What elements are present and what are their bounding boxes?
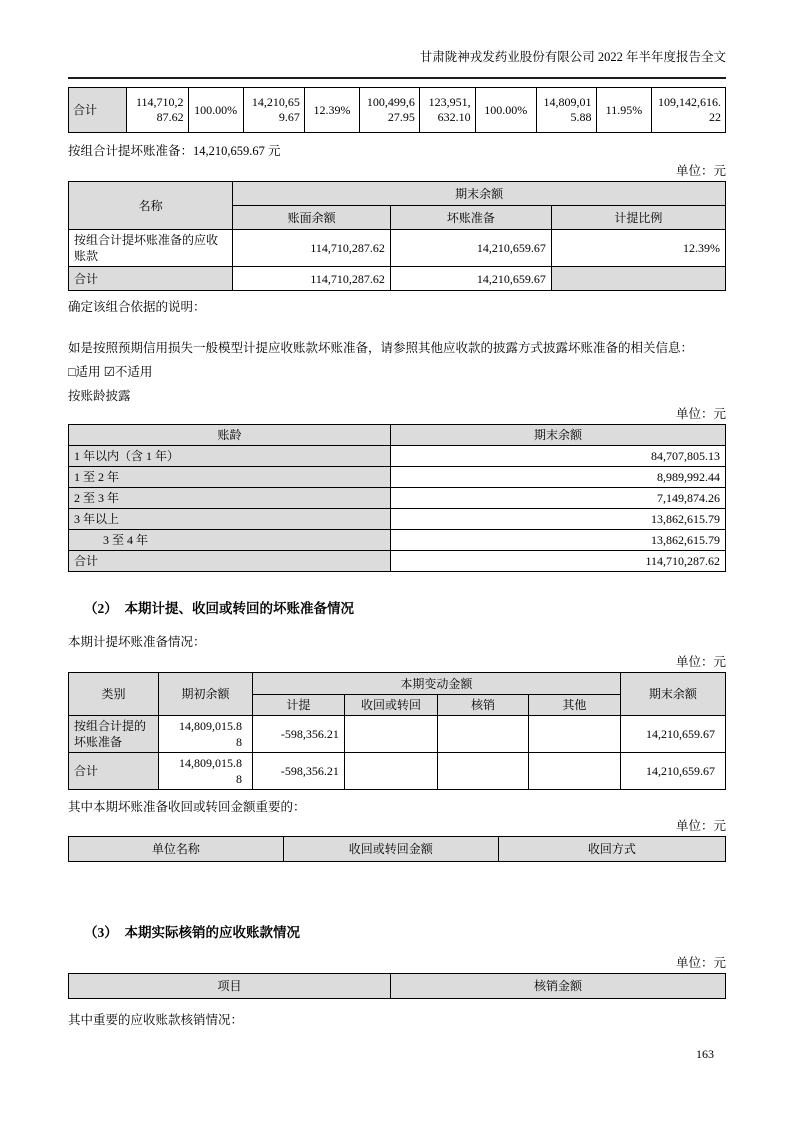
applicability-line (68, 364, 726, 381)
prior-net-cell: 109,142,616.22 (652, 88, 726, 133)
closing-balance-header: 期末余额 (390, 425, 725, 446)
report-header-title: 甘肃陇神戎发药业股份有限公司 2022 年半年度报告全文 (419, 50, 726, 64)
change-provision-cell: -598,356.21 (252, 716, 344, 753)
change-opening-cell: 14,809,015.88 (159, 716, 253, 753)
aging-header-row (69, 425, 726, 446)
change-total-row (69, 753, 726, 790)
total-provision-ratio-cell: 12.39% (304, 88, 359, 133)
provision-by-portfolio-note: 按组合计提坏账准备：14,210,659.67 元 (68, 144, 281, 158)
portfolio-header-row-1 (69, 182, 726, 206)
writeoff-header-row (69, 974, 726, 999)
change-total-opening-cell: 14,809,015.88 (159, 753, 253, 790)
recover-method-header: 收回方式 (498, 837, 725, 862)
recovery-table (68, 836, 726, 862)
recover-amount-header: 收回或转回金额 (283, 837, 498, 862)
change-category-cell: 按组合计提的坏账准备 (69, 716, 159, 753)
aging-row-2-3-years (69, 488, 726, 509)
change-total-provision-cell: -598,356.21 (252, 753, 344, 790)
change-writeoff-cell (438, 716, 529, 753)
provision-change-table (68, 672, 726, 790)
total-net-cell: 100,499,627.95 (360, 88, 420, 133)
portfolio-provision-cell: 14,210,659.67 (390, 230, 551, 267)
important-writeoff-note: 其中重要的应收账款核销情况： (68, 1013, 244, 1027)
aging-value-cell: 8,989,992.44 (390, 467, 725, 488)
total-provision-cell: 14,210,659.67 (243, 88, 304, 133)
writeoff-table (68, 973, 726, 999)
change-total-other-cell (528, 753, 620, 790)
category-header: 类别 (69, 673, 159, 716)
aging-total-value-cell: 114,710,287.62 (390, 551, 725, 572)
provision-header: 计提 (252, 695, 344, 716)
entity-name-header: 单位名称 (69, 837, 284, 862)
closing-balance-header: 期末余额 (620, 673, 725, 716)
portfolio-book-balance-cell: 114,710,287.62 (233, 230, 391, 267)
recover-reverse-header: 收回或转回 (344, 695, 437, 716)
recovery-header-row (69, 837, 726, 862)
writeoff-header: 核销 (438, 695, 529, 716)
period-change-group-header: 本期变动金额 (252, 673, 620, 695)
closing-balance-group-header: 期末余额 (233, 182, 726, 206)
portfolio-total-book-balance-cell: 114,710,287.62 (233, 267, 391, 291)
portfolio-total-ratio-cell (551, 267, 725, 291)
other-header: 其他 (528, 695, 620, 716)
unit-label: 单位：元 (675, 956, 726, 970)
aging-row-over-3-years (69, 509, 726, 530)
aging-header: 账龄 (69, 425, 391, 446)
change-closing-cell: 14,210,659.67 (620, 716, 725, 753)
important-recovery-note: 其中本期坏账准备收回或转回金额重要的： (68, 800, 306, 814)
aging-label-cell: 1 至 2 年 (69, 467, 391, 488)
aging-label-cell: 2 至 3 年 (69, 488, 391, 509)
aging-total-label-cell: 合计 (69, 551, 391, 572)
summary-total-table (68, 87, 726, 133)
unit-label: 单位：元 (675, 407, 726, 421)
basis-note: 确定该组合依据的说明： (68, 300, 206, 314)
not-applicable-checkbox-checked: ☑不适用 (103, 365, 153, 379)
item-header: 项目 (69, 974, 391, 999)
aging-label-cell: 3 年以上 (69, 509, 391, 530)
book-balance-header: 账面余额 (233, 206, 391, 230)
portfolio-total-row (69, 267, 726, 291)
bad-debt-provision-header: 坏账准备 (390, 206, 551, 230)
aging-total-row (69, 551, 726, 572)
provision-ratio-header: 计提比例 (551, 206, 725, 230)
header-rule (68, 77, 726, 79)
unit-label: 单位：元 (675, 819, 726, 833)
page-number: 163 (696, 1047, 714, 1061)
opening-balance-header: 期初余额 (159, 673, 253, 716)
section-2-heading: （2） 本期计提、收回或转回的坏账准备情况 (84, 601, 354, 616)
writeoff-amount-header: 核销金额 (390, 974, 725, 999)
change-total-writeoff-cell (438, 753, 529, 790)
change-header-row-1 (69, 673, 726, 695)
aging-label-cell: 1 年以内（含 1 年） (69, 446, 391, 467)
change-total-recover-cell (344, 753, 437, 790)
aging-value-cell: 84,707,805.13 (390, 446, 725, 467)
summary-total-row (69, 88, 726, 133)
prior-provision-ratio-cell: 11.95% (596, 88, 652, 133)
aging-row-3-4-years (69, 530, 726, 551)
section-3-heading: （3） 本期实际核销的应收账款情况 (84, 925, 300, 940)
unit-label: 单位：元 (675, 655, 726, 669)
aging-label-cell: 3 至 4 年 (69, 530, 391, 551)
total-book-ratio-cell: 100.00% (188, 88, 243, 133)
change-total-label-cell: 合计 (69, 753, 159, 790)
aging-value-cell: 7,149,874.26 (390, 488, 725, 509)
name-header-cell: 名称 (69, 182, 233, 230)
change-total-closing-cell: 14,210,659.67 (620, 753, 725, 790)
prior-provision-cell: 14,809,015.88 (536, 88, 596, 133)
prior-book-balance-cell: 123,951,632.10 (419, 88, 475, 133)
portfolio-ratio-cell: 12.39% (551, 230, 725, 267)
prior-book-ratio-cell: 100.00% (475, 88, 536, 133)
applicable-checkbox-unchecked: □适用 (68, 365, 101, 379)
unit-label: 单位：元 (675, 164, 726, 178)
aging-row-within-1-year (69, 446, 726, 467)
portfolio-name-cell: 按组合计提坏账准备的应收账款 (69, 230, 233, 267)
aging-disclosure-note: 按账龄披露 (68, 389, 131, 403)
portfolio-total-label-cell: 合计 (69, 267, 233, 291)
section-2-intro: 本期计提坏账准备情况： (68, 635, 206, 649)
change-other-cell (528, 716, 620, 753)
change-recover-cell (344, 716, 437, 753)
change-data-row (69, 716, 726, 753)
portfolio-data-row (69, 230, 726, 267)
total-book-balance-cell: 114,710,287.62 (126, 88, 188, 133)
aging-row-1-2-years (69, 467, 726, 488)
portfolio-provision-table (68, 181, 726, 291)
aging-value-cell: 13,862,615.79 (390, 509, 725, 530)
total-label-cell: 合计 (69, 88, 127, 133)
aging-table (68, 424, 726, 572)
portfolio-total-provision-cell: 14,210,659.67 (390, 267, 551, 291)
ecl-note: 如是按照预期信用损失一般模型计提应收账款坏账准备，请参照其他应收款的披露方式披露坏账准备的相关信息： (68, 341, 694, 355)
aging-value-cell: 13,862,615.79 (390, 530, 725, 551)
